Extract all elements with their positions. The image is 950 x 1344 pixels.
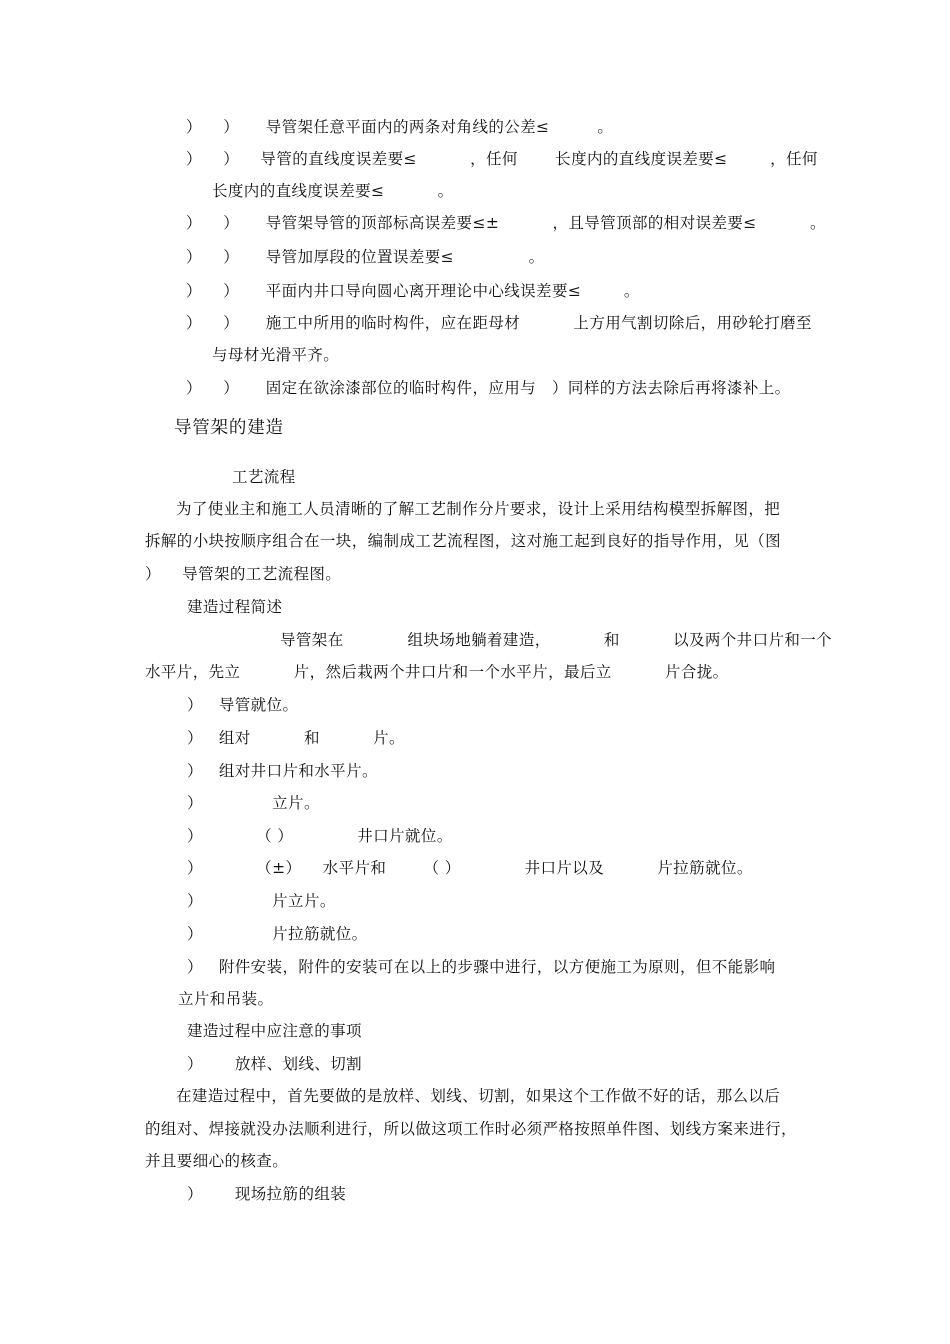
step-item: ） （ ） 井口片就位。 bbox=[187, 827, 453, 845]
note-item: ） 放样、划线、切割 bbox=[187, 1055, 363, 1073]
paragraph-line: 并且要细心的核查。 bbox=[145, 1152, 289, 1170]
note-item: ） 现场拉筋的组装 bbox=[187, 1185, 347, 1203]
paragraph-line: 导管架在 组块场地躺着建造， 和 以及两个井口片和一个 bbox=[280, 631, 833, 649]
step-item-cont: 立片和吊装。 bbox=[178, 990, 274, 1008]
tolerance-item: ） ） 导管的直线度误差要≤ ，任何 长度内的直线度误差要≤ ，任何 bbox=[186, 150, 818, 168]
step-item: ） 组对井口片和水平片。 bbox=[187, 762, 378, 780]
paragraph-line: 在建造过程中，首先要做的是放样、划线、切割，如果这个工作做不好的话，那么以后 bbox=[176, 1087, 781, 1105]
paragraph-line: 拆解的小块按顺序组合在一块，编制成工艺流程图，这对施工起到良好的指导作用，见（图 bbox=[145, 532, 782, 550]
step-item: ） 片拉筋就位。 bbox=[187, 925, 368, 943]
tolerance-item: ） ） 平面内井口导向圆心离开理论中心线误差要≤ 。 bbox=[186, 282, 640, 300]
paragraph-line: ） 导管架的工艺流程图。 bbox=[145, 565, 342, 583]
tolerance-item: ） ） 导管架导管的顶部标高误差要≤± ，且导管顶部的相对误差要≤ 。 bbox=[186, 214, 826, 232]
tolerance-item-cont: 与母材光滑平齐。 bbox=[212, 346, 340, 364]
subsection-title: 建造过程中应注意的事项 bbox=[187, 1022, 362, 1040]
paragraph-line: 为了使业主和施工人员清晰的了解工艺制作分片要求，设计上采用结构模型拆解图，把 bbox=[176, 500, 781, 518]
subsection-title: 建造过程简述 bbox=[187, 598, 283, 616]
tolerance-item: ） ） 固定在欲涂漆部位的临时构件，应用与 ）同样的方法去除后再将漆补上。 bbox=[186, 379, 791, 397]
tolerance-item: ） ） 施工中所用的临时构件，应在距母材 上方用气割切除后，用砂轮打磨至 bbox=[186, 314, 812, 332]
step-item: ） 片立片。 bbox=[187, 892, 336, 910]
step-item: ） 附件安装，附件的安装可在以上的步骤中进行，以方便施工为原则，但不能影响 bbox=[187, 958, 776, 976]
subsection-title: 工艺流程 bbox=[232, 468, 296, 486]
section-heading: 导管架的建造 bbox=[174, 418, 284, 438]
step-item: ） 立片。 bbox=[187, 794, 320, 812]
tolerance-item: ） ） 导管架任意平面内的两条对角线的公差≤ 。 bbox=[186, 118, 614, 136]
tolerance-item-cont: 长度内的直线度误差要≤ 。 bbox=[212, 182, 454, 200]
step-item: ） 导管就位。 bbox=[187, 696, 299, 714]
paragraph-line: 水平片，先立 片，然后栽两个井口片和一个水平片，最后立 片合拢。 bbox=[145, 663, 729, 681]
paragraph-line: 的组对、焊接就没办法顺利进行，所以做这项工作时必须严格按照单件图、划线方案来进行， bbox=[145, 1120, 797, 1138]
step-item: ） 组对 和 片。 bbox=[187, 729, 405, 747]
tolerance-item: ） ） 导管加厚段的位置误差要≤ 。 bbox=[186, 248, 545, 266]
step-item: ） （±） 水平片和 （ ） 井口片以及 片拉筋就位。 bbox=[187, 859, 753, 877]
